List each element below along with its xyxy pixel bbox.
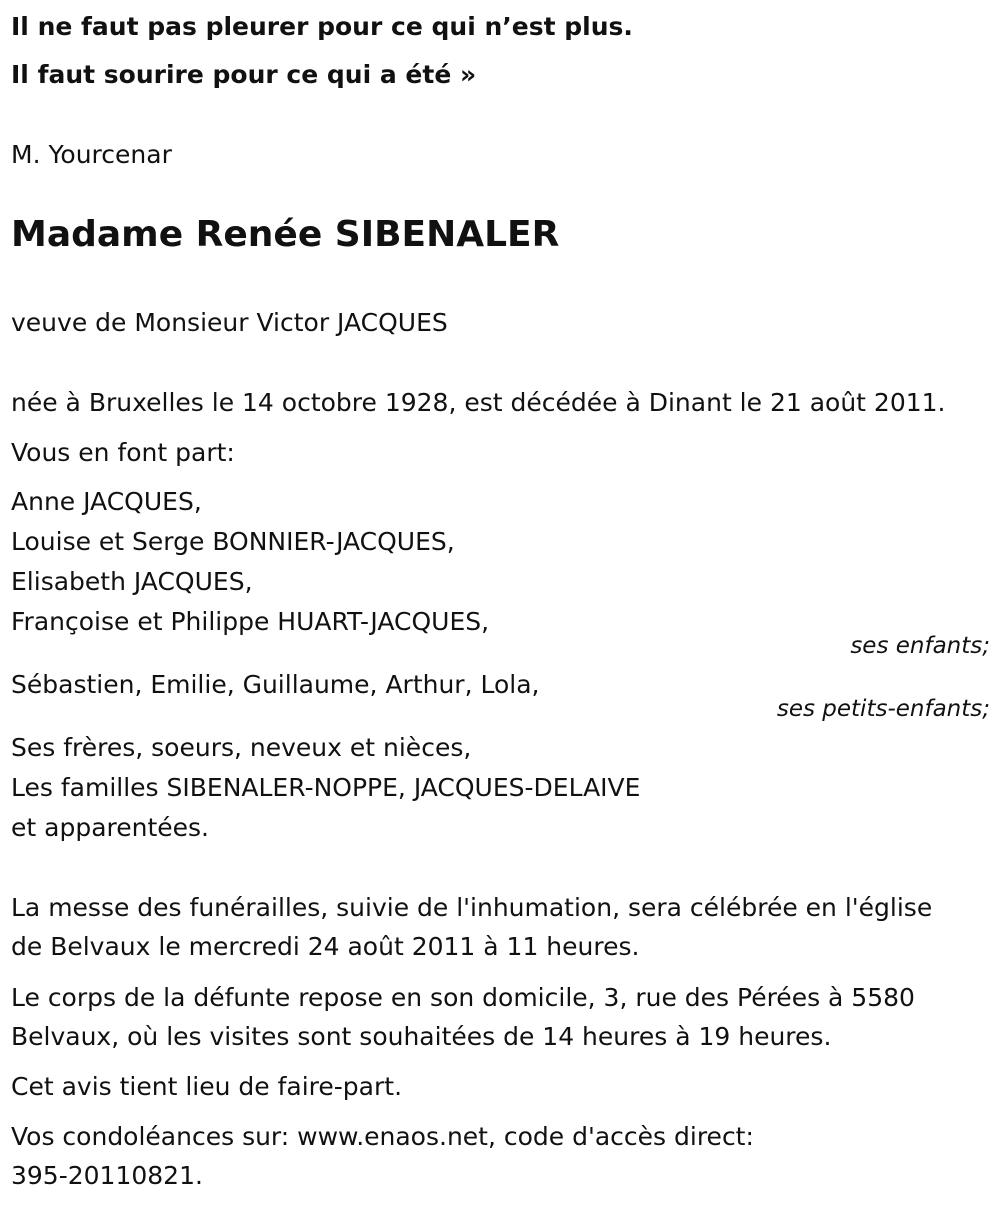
relatives-2: Les familles SIBENALER-NOPPE, JACQUES-DELAIVE <box>11 773 641 802</box>
child-4: Françoise et Philippe HUART-JACQUES, <box>11 607 490 636</box>
deceased-name: Madame Renée SIBENALER <box>11 214 560 255</box>
mass-line-1: La messe des funérailles, suivie de l'inhumation, sera célébrée en l'église <box>11 893 933 922</box>
birth-death: née à Bruxelles le 14 octobre 1928, est décédée à Dinant le 21 août 2011. <box>11 388 946 417</box>
child-1: Anne JACQUES, <box>11 487 202 516</box>
visit-line-2: Belvaux, où les visites sont souhaitées de 14 heures à 19 heures. <box>11 1022 832 1051</box>
quote-line-1: Il ne faut pas pleurer pour ce qui n’est plus. <box>11 12 633 41</box>
child-3: Elisabeth JACQUES, <box>11 567 253 596</box>
announcement-intro: Vous en font part: <box>11 438 235 467</box>
relatives-3: et apparentées. <box>11 813 209 842</box>
quote-line-2: Il faut sourire pour ce qui a été » <box>11 60 477 89</box>
grandchildren: Sébastien, Emilie, Guillaume, Arthur, Lola, <box>11 670 540 699</box>
visit-line-1: Le corps de la défunte repose en son domicile, 3, rue des Pérées à 5580 <box>11 983 915 1012</box>
relatives-1: Ses frères, soeurs, neveux et nièces, <box>11 733 472 762</box>
children-role: ses enfants; <box>850 633 990 659</box>
grandchildren-role: ses petits-enfants; <box>776 696 990 722</box>
child-2: Louise et Serge BONNIER-JACQUES, <box>11 527 455 556</box>
mass-line-2: de Belvaux le mercredi 24 août 2011 à 11 heures. <box>11 932 640 961</box>
condolences-line-1: Vos condoléances sur: www.enaos.net, code d'accès direct: <box>11 1122 754 1151</box>
quote-author: M. Yourcenar <box>11 140 172 169</box>
widow-of: veuve de Monsieur Victor JACQUES <box>11 308 448 337</box>
condolences-line-2: 395-20110821. <box>11 1161 203 1190</box>
notice: Cet avis tient lieu de faire-part. <box>11 1072 403 1101</box>
